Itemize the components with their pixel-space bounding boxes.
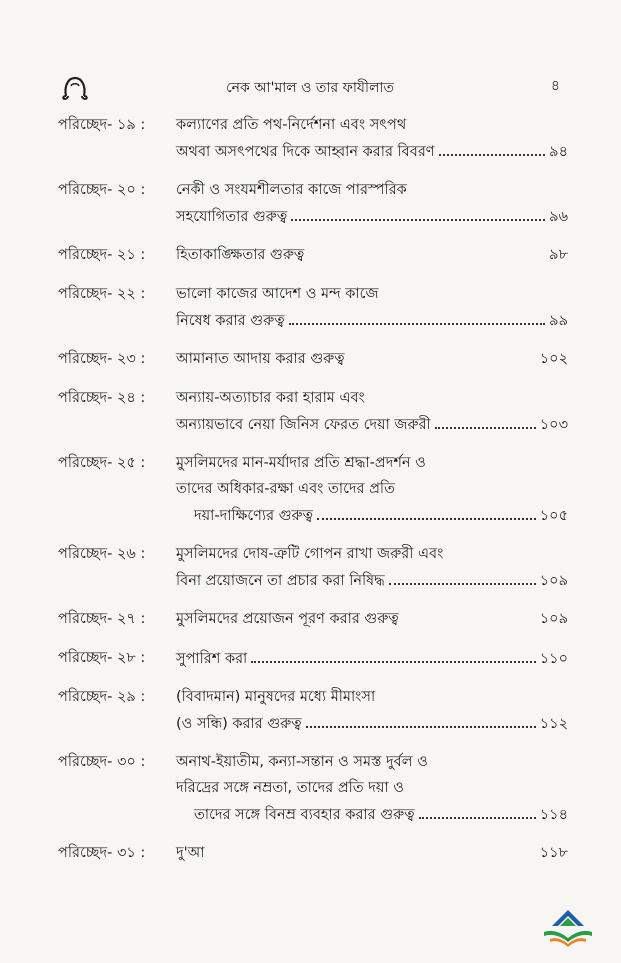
chapter-title <box>176 307 568 334</box>
toc-line <box>58 801 568 827</box>
dot-leader <box>403 607 536 623</box>
chapter-title-text: সুপারিশ করা <box>176 651 248 667</box>
chapter-title: ভালো কাজের আদেশ ও মন্দ কাজে <box>176 286 379 302</box>
chapter-title <box>176 203 568 230</box>
toc-entry <box>58 450 568 528</box>
chapter-label: পরিচ্ছেদ- ২৮ : <box>58 650 146 666</box>
chapter-title <box>176 840 568 866</box>
chapter-title: মুসলিমদের মান-মর্যাদার প্রতি শ্রদ্ধা-প্রদর্শন ও <box>176 455 426 471</box>
chapter-title <box>176 138 568 165</box>
chapter-title-text: অন্যায়ভাবে নেয়া জিনিস ফেরত দেয়া জরুরী <box>176 417 431 433</box>
chapter-title <box>176 606 568 632</box>
toc-line <box>58 411 568 437</box>
chapter-title-text: সহযোগিতার গুরুত্ব <box>176 209 288 225</box>
toc-entry <box>58 112 568 164</box>
chapter-title <box>176 242 568 268</box>
page-ref[interactable]: ১০৩ <box>539 417 568 433</box>
chapter-title <box>176 567 568 594</box>
toc-line <box>58 450 568 476</box>
toc-line <box>58 203 568 229</box>
toc-line <box>58 112 568 138</box>
page-ref[interactable]: ১০৯ <box>539 573 568 589</box>
page-ref[interactable]: ১০২ <box>539 351 568 367</box>
dot-leader <box>289 307 546 325</box>
chapter-label: পরিচ্ছেদ- ২০ : <box>58 182 146 198</box>
page-ref[interactable]: ১০৯ <box>539 611 568 627</box>
toc-entry <box>58 281 568 333</box>
chapter-title <box>176 346 568 372</box>
page-ref[interactable]: ১০৫ <box>539 508 568 524</box>
toc-line <box>58 840 568 866</box>
chapter-title-text: হিতাকাঙ্ক্ষিতার গুরুত্ব <box>176 247 305 263</box>
chapter-title: কল্যাণের প্রতি পথ-নির্দেশনা এবং সৎপথ <box>176 117 407 133</box>
toc-line <box>58 567 568 593</box>
chapter-title-text: আমানাত আদায় করার গুরুত্ব <box>176 351 345 367</box>
toc-line <box>58 242 568 268</box>
chapter-label: পরিচ্ছেদ- ২৯ : <box>58 689 146 705</box>
chapter-title-text: মুসলিমদের প্রয়োজন পূরণ করার গুরুত্ব <box>176 611 399 627</box>
toc-entry <box>58 177 568 229</box>
chapter-title <box>194 801 568 828</box>
toc-line <box>58 606 568 632</box>
dot-leader <box>209 841 536 857</box>
dot-leader <box>439 138 546 156</box>
toc-line <box>58 346 568 372</box>
dot-leader <box>317 502 536 520</box>
chapter-label: পরিচ্ছেদ- ২৫ : <box>58 455 146 471</box>
page-ref[interactable]: ১১৮ <box>539 845 568 861</box>
chapter-label: পরিচ্ছেদ- ২৭ : <box>58 611 146 627</box>
toc-entry <box>58 385 568 437</box>
toc-line <box>58 749 568 775</box>
page-ref[interactable]: ১১৪ <box>539 807 568 823</box>
chapter-title <box>176 710 568 737</box>
page-ref[interactable]: ৯৬ <box>549 209 568 225</box>
chapter-title <box>194 502 568 529</box>
chapter-title <box>176 645 568 672</box>
toc-line <box>58 775 568 801</box>
toc-entry <box>58 645 568 671</box>
toc-entry <box>58 242 568 268</box>
dot-leader <box>251 645 535 663</box>
chapter-title: মুসলিমদের দোষ-ত্রুটি গোপন রাখা জরুরী এবং <box>176 546 444 562</box>
chapter-title: অন্যায়-অত্যাচার করা হারাম এবং <box>176 390 365 406</box>
chapter-label: পরিচ্ছেদ- ২২ : <box>58 286 146 302</box>
toc-line <box>58 684 568 710</box>
toc-entry <box>58 541 568 593</box>
page-header <box>60 70 560 104</box>
page-ref[interactable]: ৯৮ <box>549 247 568 263</box>
page-ref[interactable]: ৯৯ <box>549 313 568 329</box>
page-ref[interactable]: ১১২ <box>539 716 568 732</box>
chapter-title: দরিদ্রের সঙ্গে নম্রতা, তাদের প্রতি দয়া ও <box>176 780 404 796</box>
page-number: ৪ <box>550 78 560 94</box>
chapter-label: পরিচ্ছেদ- ৩১ : <box>58 845 146 861</box>
chapter-title-text: অথবা অসৎপথের দিকে আহ্বান করার বিবরণ <box>176 144 435 160</box>
toc-entry <box>58 684 568 736</box>
chapter-label: পরিচ্ছেদ- ২৩ : <box>58 351 146 367</box>
chapter-title: তাদের অধিকার-রক্ষা এবং তাদের প্রতি <box>176 481 395 497</box>
toc-line <box>58 281 568 307</box>
dot-leader <box>435 411 536 429</box>
toc-line <box>58 541 568 567</box>
chapter-label: পরিচ্ছেদ- ২৪ : <box>58 390 146 406</box>
chapter-title-text: দু'আ <box>176 845 205 861</box>
chapter-title: (বিবাদমান) মানুষদের মধ্যে মীমাংসা <box>176 689 376 705</box>
dot-leader <box>349 347 536 363</box>
publisher-logo-icon <box>540 906 596 950</box>
toc-entry <box>58 606 568 632</box>
chapter-title-text: (ও সন্ধি) করার গুরুত্ব <box>176 716 302 732</box>
toc-entry <box>58 346 568 372</box>
table-of-contents <box>58 112 568 879</box>
page-ref[interactable]: ৯৪ <box>549 144 568 160</box>
chapter-label: পরিচ্ছেদ- ২৬ : <box>58 546 146 562</box>
chapter-title: অনাথ-ইয়াতীম, কন্যা-সন্তান ও সমস্ত দুর্বল ও <box>176 754 428 770</box>
chapter-title-text: নিষেধ করার গুরুত্ব <box>176 313 285 329</box>
chapter-title <box>176 411 568 438</box>
chapter-label: পরিচ্ছেদ- ১৯ : <box>58 117 146 133</box>
toc-line <box>58 710 568 736</box>
chapter-title-text: তাদের সঙ্গে বিনম্র ব্যবহার করার গুরুত্ব <box>194 807 415 823</box>
dot-leader <box>308 243 545 259</box>
toc-line <box>58 138 568 164</box>
chapter-title: নেকী ও সংযমশীলতার কাজে পারস্পরিক <box>176 182 407 198</box>
dot-leader <box>306 710 536 728</box>
dot-leader <box>419 801 536 819</box>
running-title: নেক আ'মাল ও তার ফাযীলাত <box>225 80 394 96</box>
toc-line <box>58 502 568 528</box>
toc-entry <box>58 749 568 827</box>
toc-line <box>58 645 568 671</box>
dot-leader <box>389 567 536 585</box>
toc-line <box>58 177 568 203</box>
chapter-label: পরিচ্ছেদ- ২১ : <box>58 247 146 263</box>
dot-leader <box>291 203 545 221</box>
toc-line <box>58 307 568 333</box>
toc-line <box>58 476 568 502</box>
toc-entry <box>58 840 568 866</box>
page-ref[interactable]: ১১০ <box>539 651 568 667</box>
chapter-title-text: দয়া-দাক্ষিণ্যের গুরুত্ব <box>194 508 313 524</box>
toc-line <box>58 385 568 411</box>
chapter-title-text: বিনা প্রয়োজনে তা প্রচার করা নিষিদ্ধ <box>176 573 385 589</box>
chapter-label: পরিচ্ছেদ- ৩০ : <box>58 754 146 770</box>
